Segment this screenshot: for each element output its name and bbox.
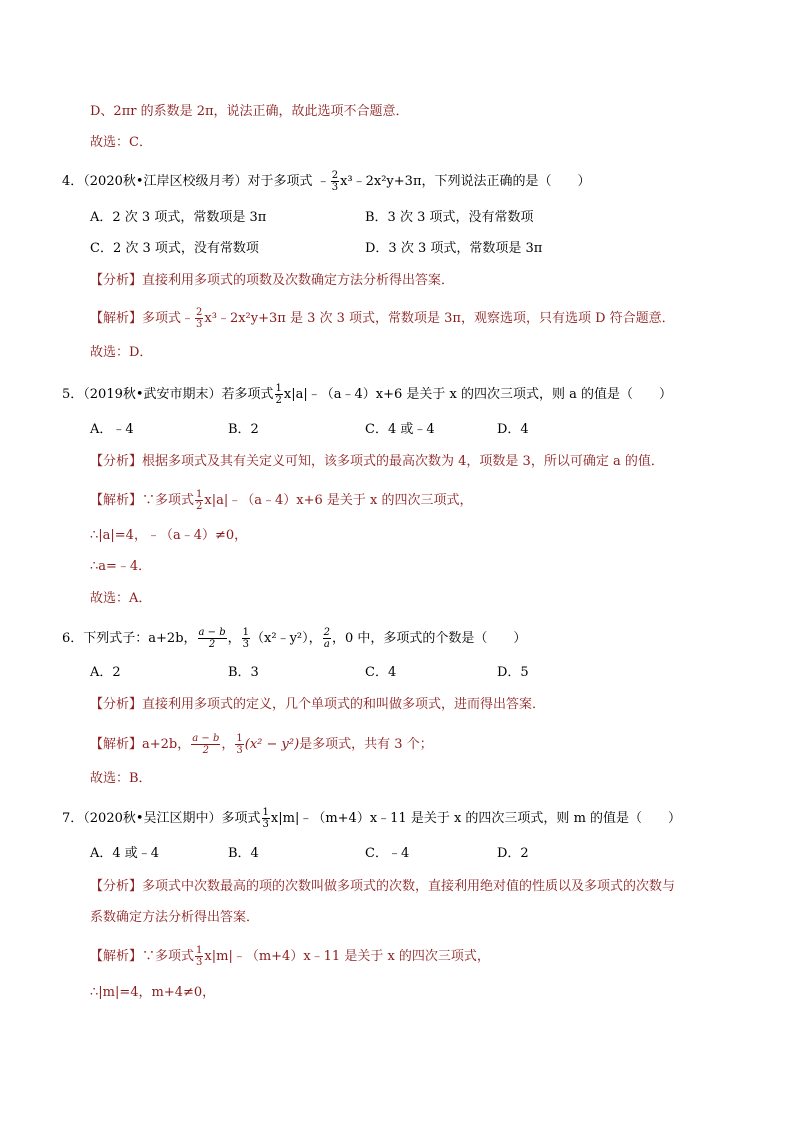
q6-option-b: B．3	[228, 665, 259, 680]
q5-analysis	[90, 453, 664, 471]
q7-option-d: D．2	[497, 846, 529, 861]
q7-option-c: C．﹣4	[365, 846, 410, 861]
q6-fraction-1: $\frac{a - b}{2}$	[198, 627, 226, 650]
q5-option-d: D．4	[497, 422, 529, 437]
q7-solution-tag: 【解析】	[90, 949, 143, 964]
q4-expression: x³﹣2x²y+3π，下列说法正确的是（ ）	[340, 174, 591, 189]
q5-solution: 【解析】∵多项式 $\frac{1}{2}$ x|a|﹣（a﹣4）x+6 是关于 x 的四次三项式，	[90, 489, 473, 512]
prev-solution-line: D、2πr 的系数是 2π，说法正确，故此选项不合题意．	[90, 104, 409, 119]
q4-analysis-tag: 【分析】	[90, 273, 143, 288]
q5-analysis-tag: 【分析】	[90, 454, 143, 469]
prev-answer: 故选：C．	[90, 135, 152, 150]
q5-source: （2019秋•武安市期末）若多项式	[83, 387, 274, 402]
q7-analysis-text-2: 系数确定方法分析得出答案．	[90, 910, 260, 925]
q7-source: （2020秋•吴江区期中）多项式	[83, 811, 261, 826]
q5-stem	[62, 383, 672, 406]
q4-solution-fraction: $\frac{2}{3}$	[196, 307, 203, 330]
q5-solution-fraction: $\frac{1}{2}$	[196, 489, 203, 512]
q6-option-a: A．2	[90, 665, 121, 680]
q6-solution-fraction-1: $\frac{a - b}{2}$	[192, 733, 220, 756]
q6-fraction-2: $\frac{1}{3}$	[242, 627, 250, 650]
q7-fraction: $\frac{1}{3}$	[262, 807, 269, 830]
q4-analysis	[90, 272, 454, 290]
q6-analysis-tag: 【分析】	[90, 697, 143, 712]
q7-solution: 【解析】∵多项式 $\frac{1}{3}$ x|m|﹣（m+4）x﹣11 是关于 x 的四次三项式，	[90, 945, 490, 968]
q4-option-b: B．3 次 3 项式，没有常数项	[365, 210, 534, 225]
q5-expression: x|a|﹣（a﹣4）x+6 是关于 x 的四次三项式，则 a 的值是（ ）	[283, 387, 673, 402]
q7-expression: x|m|﹣（m+4）x﹣11 是关于 x 的四次三项式，则 m 的值是（ ）	[270, 811, 682, 826]
q5-analysis-text: 根据多项式及其有关定义可知，该多项式的最高次数为 4，项数是 3，所以可确定 a 的值．	[142, 454, 664, 469]
q6-answer: 故选：B．	[90, 771, 152, 786]
q5-step-2: ∴a=﹣4．	[90, 559, 152, 574]
q4-fraction: $\frac{2}{3}$	[331, 170, 339, 193]
q6-option-c: C．4	[365, 665, 397, 680]
q7-analysis	[90, 878, 675, 896]
q6-solution: 【解析】a+2b， $\frac{a - b}{2}$ ， $\frac{1}{3}$ (x² − y²)是多项式，共有 3 个；	[90, 733, 433, 756]
q5-step-1: ∴|a|=4，﹣（a﹣4）≠0，	[90, 528, 248, 543]
q4-solution: 【解析】多项式﹣ $\frac{2}{3}$ x³﹣2x²y+3π 是 3 次 3 项式，常数项是 3π，观察选项，只有选项 D 符合题意．	[90, 307, 675, 330]
q7-analysis-tag: 【分析】	[90, 879, 143, 894]
q4-source: （2020秋•江岸区校级月考）对于多项式	[83, 174, 313, 189]
q4-option-d: D．3 次 3 项式，常数项是 3π	[365, 241, 543, 256]
q6-fraction-3: $\frac{2}{a}$	[323, 627, 331, 650]
q6-analysis-text: 直接利用多项式的定义，几个单项式的和叫做多项式，进而得出答案．	[142, 697, 546, 712]
q4-option-c: C．2 次 3 项式，没有常数项	[90, 241, 259, 256]
q5-option-a: A．﹣4	[90, 422, 134, 437]
q5-fraction: $\frac{1}{2}$	[275, 383, 282, 406]
q6-analysis	[90, 696, 545, 714]
q5-number: 5．	[62, 387, 84, 402]
q4-option-a: A．2 次 3 项式，常数项是 3π	[90, 210, 267, 225]
q6-stem: 6．下列式子：a+2b， $\frac{a - b}{2}$ ， $\frac{1}{3}$ （x²﹣y²）， $\frac{2}{a}$ ，0 中，多项式的个数是（ ）	[62, 627, 527, 650]
q7-stem	[62, 807, 681, 830]
q7-analysis-text-1: 多项式中次数最高的项的次数叫做多项式的次数，直接利用绝对值的性质以及多项式的次数与	[142, 879, 676, 894]
q6-solution-fraction-2: $\frac{1}{3}$	[236, 733, 243, 756]
q7-number: 7．	[62, 811, 84, 826]
q5-option-c: C．4 或﹣4	[365, 422, 435, 437]
q4-answer: 故选：D．	[90, 345, 153, 360]
q4-minus: ﹣	[316, 174, 330, 189]
q7-option-a: A．4 或﹣4	[90, 846, 160, 861]
q4-analysis-text: 直接利用多项式的项数及次数确定方法分析得出答案．	[142, 273, 455, 288]
q6-solution-tag: 【解析】	[90, 737, 143, 752]
q4-solution-tag: 【解析】	[90, 311, 143, 326]
q5-solution-tag: 【解析】	[90, 493, 143, 508]
q7-option-b: B．4	[228, 846, 259, 861]
q5-answer: 故选：A．	[90, 591, 152, 606]
q4-number: 4．	[62, 174, 84, 189]
q7-solution-fraction: $\frac{1}{3}$	[196, 945, 203, 968]
q5-option-b: B．2	[228, 422, 259, 437]
q4-stem	[62, 170, 591, 193]
q6-number: 6．	[62, 631, 84, 646]
q7-step-1: ∴|m|=4，m+4≠0，	[90, 985, 216, 1000]
q6-option-d: D．5	[497, 665, 529, 680]
